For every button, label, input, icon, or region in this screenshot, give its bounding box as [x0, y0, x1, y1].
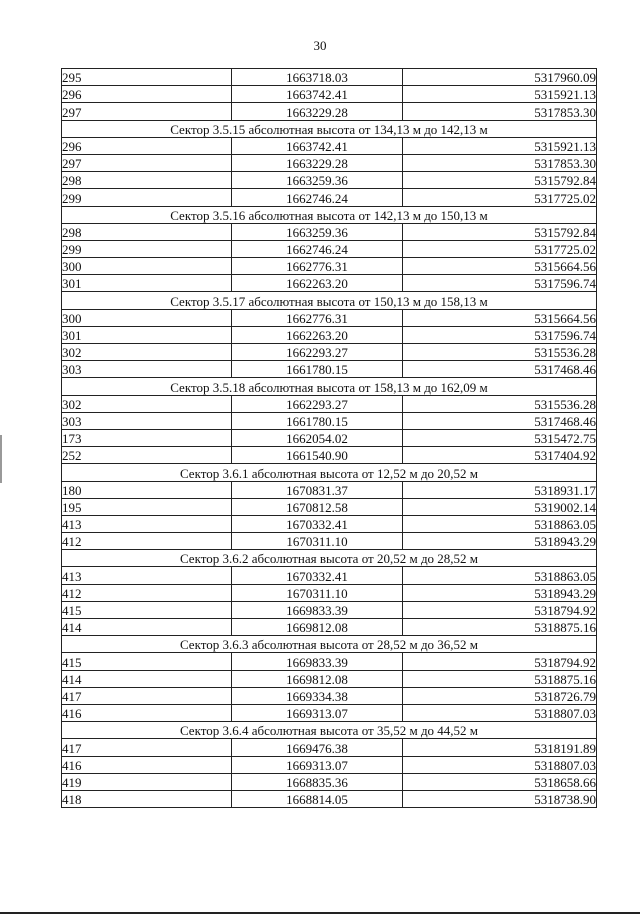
table-row — [62, 361, 597, 378]
y-coordinate-cell: 5318863.05 — [403, 515, 597, 532]
table-row — [62, 344, 597, 361]
point-number-cell: 297 — [62, 103, 232, 120]
x-coordinate-cell: 1663742.41 — [232, 137, 403, 154]
sector-title: Сектор 3.5.15 абсолютная высота от 134,13 м до 142,13 м — [62, 120, 597, 137]
point-number-cell: 303 — [62, 361, 232, 378]
x-coordinate-cell: 1670812.58 — [232, 498, 403, 515]
point-number-cell: 416 — [62, 704, 232, 721]
y-coordinate-cell: 5315536.28 — [403, 395, 597, 412]
x-coordinate-cell: 1669476.38 — [232, 739, 403, 756]
table-row — [62, 515, 597, 532]
sector-header-row — [62, 722, 597, 739]
y-coordinate-cell: 5317853.30 — [403, 103, 597, 120]
table-row — [62, 223, 597, 240]
table-row — [62, 258, 597, 275]
y-coordinate-cell: 5319002.14 — [403, 498, 597, 515]
table-row — [62, 670, 597, 687]
table-row — [62, 172, 597, 189]
table-row — [62, 481, 597, 498]
point-number-cell: 302 — [62, 344, 232, 361]
x-coordinate-cell: 1662263.20 — [232, 275, 403, 292]
y-coordinate-cell: 5315664.56 — [403, 258, 597, 275]
x-coordinate-cell: 1662054.02 — [232, 429, 403, 446]
sector-title: Сектор 3.6.1 абсолютная высота от 12,52 м до 20,52 м — [62, 464, 597, 481]
y-coordinate-cell: 5318875.16 — [403, 619, 597, 636]
table-row — [62, 687, 597, 704]
table-row — [62, 619, 597, 636]
point-number-cell: 414 — [62, 619, 232, 636]
y-coordinate-cell: 5317596.74 — [403, 326, 597, 343]
sector-header-row — [62, 206, 597, 223]
x-coordinate-cell: 1668814.05 — [232, 790, 403, 807]
x-coordinate-cell: 1663229.28 — [232, 154, 403, 171]
scan-edge-mark — [0, 435, 2, 483]
table-row — [62, 275, 597, 292]
point-number-cell: 419 — [62, 773, 232, 790]
sector-title: Сектор 3.6.4 абсолютная высота от 35,52 м до 44,52 м — [62, 722, 597, 739]
point-number-cell: 298 — [62, 223, 232, 240]
scan-edge-line — [0, 912, 640, 914]
x-coordinate-cell: 1669812.08 — [232, 670, 403, 687]
y-coordinate-cell: 5318738.90 — [403, 790, 597, 807]
coordinates-table — [61, 68, 597, 808]
y-coordinate-cell: 5318807.03 — [403, 756, 597, 773]
x-coordinate-cell: 1663742.41 — [232, 86, 403, 103]
point-number-cell: 302 — [62, 395, 232, 412]
y-coordinate-cell: 5317468.46 — [403, 412, 597, 429]
sector-title: Сектор 3.6.2 абсолютная высота от 20,52 м до 28,52 м — [62, 550, 597, 567]
table-row — [62, 773, 597, 790]
sector-title: Сектор 3.5.18 абсолютная высота от 158,13 м до 162,09 м — [62, 378, 597, 395]
point-number-cell: 417 — [62, 739, 232, 756]
y-coordinate-cell: 5315664.56 — [403, 309, 597, 326]
x-coordinate-cell: 1669833.39 — [232, 601, 403, 618]
table-row — [62, 103, 597, 120]
table-row — [62, 739, 597, 756]
x-coordinate-cell: 1669313.07 — [232, 704, 403, 721]
y-coordinate-cell: 5318931.17 — [403, 481, 597, 498]
y-coordinate-cell: 5318191.89 — [403, 739, 597, 756]
point-number-cell: 415 — [62, 601, 232, 618]
table-row — [62, 69, 597, 86]
y-coordinate-cell: 5317404.92 — [403, 447, 597, 464]
sector-title: Сектор 3.6.3 абсолютная высота от 28,52 м до 36,52 м — [62, 636, 597, 653]
x-coordinate-cell: 1669313.07 — [232, 756, 403, 773]
y-coordinate-cell: 5315792.84 — [403, 172, 597, 189]
table-row — [62, 429, 597, 446]
point-number-cell: 297 — [62, 154, 232, 171]
y-coordinate-cell: 5315921.13 — [403, 86, 597, 103]
table-row — [62, 412, 597, 429]
x-coordinate-cell: 1663718.03 — [232, 69, 403, 86]
table-row — [62, 533, 597, 550]
point-number-cell: 299 — [62, 240, 232, 257]
y-coordinate-cell: 5317468.46 — [403, 361, 597, 378]
table-row — [62, 584, 597, 601]
x-coordinate-cell: 1669334.38 — [232, 687, 403, 704]
table-row — [62, 189, 597, 206]
point-number-cell: 296 — [62, 137, 232, 154]
sector-header-row — [62, 550, 597, 567]
point-number-cell: 412 — [62, 584, 232, 601]
y-coordinate-cell: 5318807.03 — [403, 704, 597, 721]
point-number-cell: 296 — [62, 86, 232, 103]
x-coordinate-cell: 1662746.24 — [232, 240, 403, 257]
point-number-cell: 413 — [62, 567, 232, 584]
y-coordinate-cell: 5315792.84 — [403, 223, 597, 240]
x-coordinate-cell: 1662746.24 — [232, 189, 403, 206]
point-number-cell: 414 — [62, 670, 232, 687]
table-row — [62, 447, 597, 464]
x-coordinate-cell: 1662263.20 — [232, 326, 403, 343]
x-coordinate-cell: 1662293.27 — [232, 344, 403, 361]
x-coordinate-cell: 1661780.15 — [232, 412, 403, 429]
table-row — [62, 326, 597, 343]
table-row — [62, 601, 597, 618]
table-row — [62, 790, 597, 807]
table-row — [62, 653, 597, 670]
y-coordinate-cell: 5317725.02 — [403, 240, 597, 257]
point-number-cell: 301 — [62, 326, 232, 343]
point-number-cell: 415 — [62, 653, 232, 670]
y-coordinate-cell: 5318726.79 — [403, 687, 597, 704]
sector-title: Сектор 3.5.16 абсолютная высота от 142,13 м до 150,13 м — [62, 206, 597, 223]
x-coordinate-cell: 1670332.41 — [232, 515, 403, 532]
point-number-cell: 180 — [62, 481, 232, 498]
x-coordinate-cell: 1663259.36 — [232, 172, 403, 189]
point-number-cell: 416 — [62, 756, 232, 773]
x-coordinate-cell: 1662776.31 — [232, 309, 403, 326]
table-row — [62, 704, 597, 721]
point-number-cell: 173 — [62, 429, 232, 446]
x-coordinate-cell: 1670332.41 — [232, 567, 403, 584]
x-coordinate-cell: 1662293.27 — [232, 395, 403, 412]
sector-header-row — [62, 464, 597, 481]
y-coordinate-cell: 5318863.05 — [403, 567, 597, 584]
y-coordinate-cell: 5317725.02 — [403, 189, 597, 206]
x-coordinate-cell: 1663229.28 — [232, 103, 403, 120]
y-coordinate-cell: 5318794.92 — [403, 601, 597, 618]
sector-header-row — [62, 292, 597, 309]
page-number: 30 — [313, 38, 327, 53]
point-number-cell: 417 — [62, 687, 232, 704]
sector-header-row — [62, 120, 597, 137]
y-coordinate-cell: 5315472.75 — [403, 429, 597, 446]
point-number-cell: 303 — [62, 412, 232, 429]
x-coordinate-cell: 1661780.15 — [232, 361, 403, 378]
point-number-cell: 299 — [62, 189, 232, 206]
point-number-cell: 295 — [62, 69, 232, 86]
point-number-cell: 298 — [62, 172, 232, 189]
point-number-cell: 252 — [62, 447, 232, 464]
x-coordinate-cell: 1670831.37 — [232, 481, 403, 498]
table-row — [62, 154, 597, 171]
point-number-cell: 301 — [62, 275, 232, 292]
y-coordinate-cell: 5317960.09 — [403, 69, 597, 86]
coordinates-table-body — [62, 69, 597, 808]
y-coordinate-cell: 5317853.30 — [403, 154, 597, 171]
sector-title: Сектор 3.5.17 абсолютная высота от 150,13 м до 158,13 м — [62, 292, 597, 309]
y-coordinate-cell: 5318943.29 — [403, 533, 597, 550]
point-number-cell: 412 — [62, 533, 232, 550]
x-coordinate-cell: 1670311.10 — [232, 533, 403, 550]
point-number-cell: 413 — [62, 515, 232, 532]
table-row — [62, 240, 597, 257]
x-coordinate-cell: 1670311.10 — [232, 584, 403, 601]
x-coordinate-cell: 1668835.36 — [232, 773, 403, 790]
table-row — [62, 137, 597, 154]
x-coordinate-cell: 1661540.90 — [232, 447, 403, 464]
table-row — [62, 567, 597, 584]
y-coordinate-cell: 5318658.66 — [403, 773, 597, 790]
y-coordinate-cell: 5317596.74 — [403, 275, 597, 292]
point-number-cell: 195 — [62, 498, 232, 515]
table-row — [62, 498, 597, 515]
table-row — [62, 309, 597, 326]
y-coordinate-cell: 5318943.29 — [403, 584, 597, 601]
y-coordinate-cell: 5315921.13 — [403, 137, 597, 154]
point-number-cell: 300 — [62, 258, 232, 275]
table-row — [62, 395, 597, 412]
x-coordinate-cell: 1669812.08 — [232, 619, 403, 636]
x-coordinate-cell: 1663259.36 — [232, 223, 403, 240]
table-row — [62, 86, 597, 103]
y-coordinate-cell: 5318875.16 — [403, 670, 597, 687]
sector-header-row — [62, 636, 597, 653]
y-coordinate-cell: 5315536.28 — [403, 344, 597, 361]
sector-header-row — [62, 378, 597, 395]
x-coordinate-cell: 1662776.31 — [232, 258, 403, 275]
point-number-cell: 300 — [62, 309, 232, 326]
table-row — [62, 756, 597, 773]
y-coordinate-cell: 5318794.92 — [403, 653, 597, 670]
x-coordinate-cell: 1669833.39 — [232, 653, 403, 670]
point-number-cell: 418 — [62, 790, 232, 807]
